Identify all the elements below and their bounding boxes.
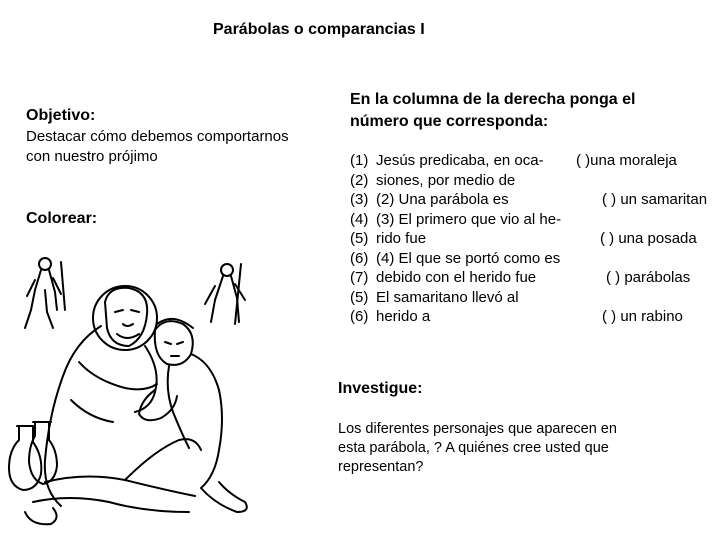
item-number: (2) — [350, 171, 369, 189]
list-item — [350, 171, 561, 191]
instructions-line: En la columna de la derecha ponga el — [350, 91, 636, 108]
list-item — [350, 307, 561, 327]
answer-option: ( ) un rabino — [602, 308, 683, 325]
item-text: Jesús predicaba, en oca- — [376, 152, 544, 169]
item-number: (5) — [350, 230, 369, 247]
investigate-text — [338, 420, 617, 477]
investigate-line: Los diferentes personajes que aparecen en — [338, 421, 617, 437]
item-text: (3) El primero que vio al he- — [376, 210, 562, 228]
instructions-line: número que corresponda: — [350, 113, 549, 130]
good-samaritan-illustration — [5, 250, 325, 535]
item-number: (6) — [350, 249, 369, 267]
answer-option: ( ) una posada — [600, 230, 697, 247]
investigate-line: representan? — [338, 459, 424, 475]
item-number: (5) — [350, 288, 369, 306]
walking-figure-left-icon — [25, 258, 65, 328]
item-number: (7) — [350, 269, 369, 286]
list-item — [350, 229, 561, 249]
item-number: (4) — [350, 210, 369, 228]
item-text: (4) El que se portó como es — [376, 249, 561, 267]
answer-option: ( ) parábolas — [606, 269, 691, 286]
item-number: (1) — [350, 152, 369, 169]
objective-text — [26, 127, 289, 167]
item-text: siones, por medio de — [376, 171, 516, 189]
page-title: Parábolas o comparancias I — [213, 21, 425, 38]
item-text: herido a — [376, 308, 431, 325]
item-number: (3) — [350, 191, 369, 208]
answer-option: ( )una moraleja — [576, 152, 677, 169]
item-text: El samaritano llevó al — [376, 288, 519, 306]
answer-option — [576, 249, 707, 269]
jars-icon — [9, 422, 57, 490]
list-item — [350, 249, 561, 269]
investigate-line: esta parábola, ? A quiénes cree usted que — [338, 440, 609, 456]
answer-option — [576, 171, 707, 191]
item-number: (6) — [350, 308, 369, 325]
item-text: rido fue — [376, 230, 427, 247]
color-label: Colorear: — [26, 210, 98, 227]
walking-figure-right-icon — [205, 264, 245, 324]
objective-label: Objetivo: — [26, 107, 96, 124]
list-item — [350, 210, 561, 230]
answer-option — [576, 210, 707, 230]
objective-line: Destacar cómo debemos comportarnos — [26, 128, 289, 145]
instructions — [350, 89, 635, 133]
list-item — [350, 268, 561, 288]
list-item — [350, 151, 561, 171]
left-column-list — [350, 151, 561, 327]
list-item — [350, 190, 561, 210]
item-text: (2) Una parábola es — [376, 191, 509, 208]
right-column-list — [576, 151, 707, 327]
list-item — [350, 288, 561, 308]
objective-line: con nuestro prójimo — [26, 148, 158, 165]
answer-option — [576, 288, 707, 308]
investigate-label: Investigue: — [338, 380, 423, 397]
item-text: debido con el herido fue — [376, 269, 537, 286]
answer-option: ( ) un samaritan — [602, 191, 708, 208]
